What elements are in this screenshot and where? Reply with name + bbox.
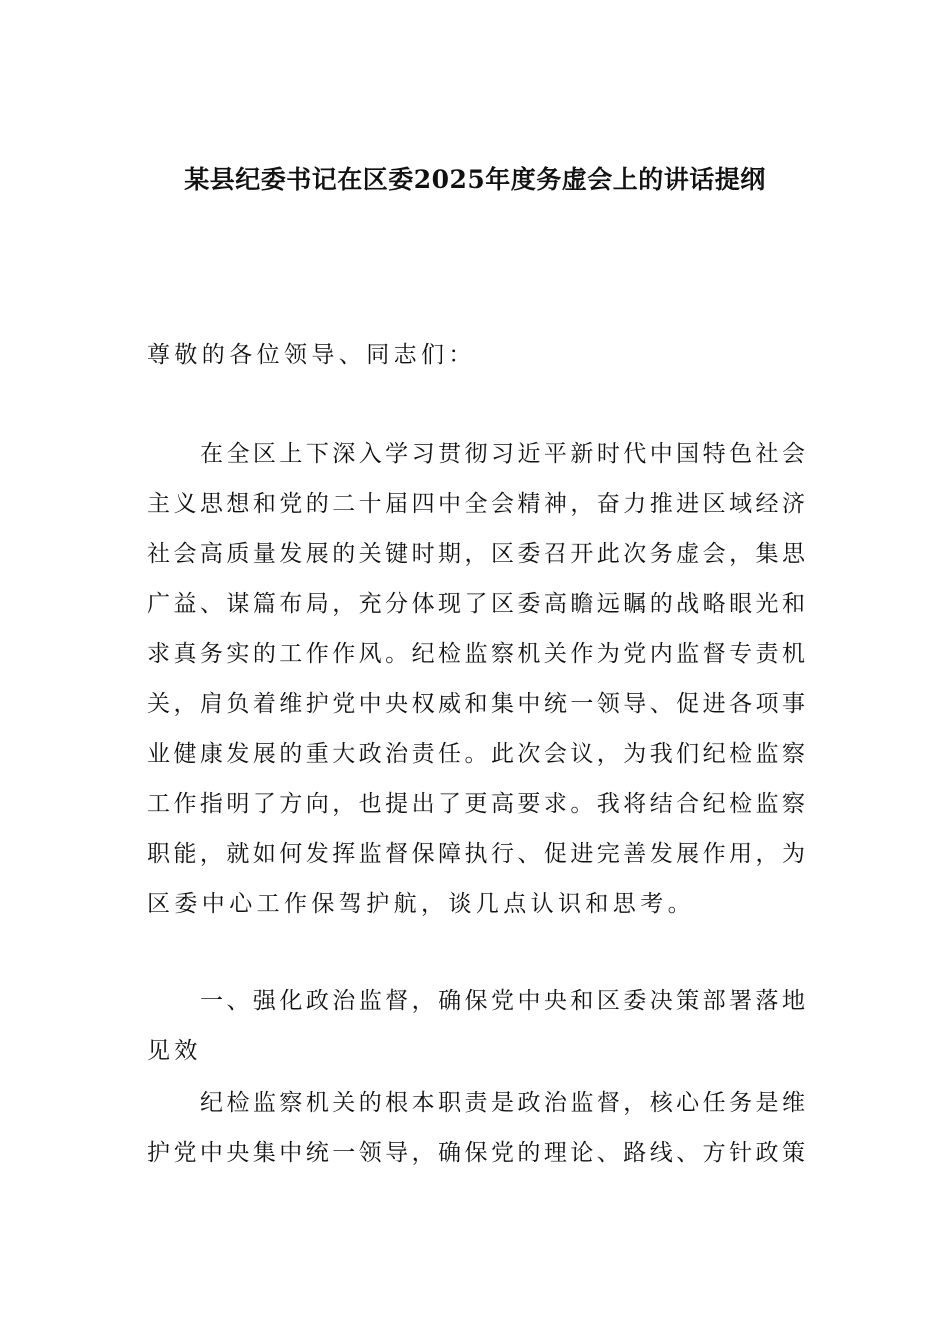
section-body-line: 护党中央集中统一领导，确保党的理论、路线、方针政策 — [147, 1140, 805, 1166]
intro-line: 在全区上下深入学习贯彻习近平新时代中国特色社会 — [200, 441, 805, 467]
document-title: 某县纪委书记在区委2025年度务虚会上的讲话提纲 — [184, 165, 766, 194]
intro-line: 广益、谋篇布局，充分体现了区委高瞻远瞩的战略眼光和 — [147, 591, 805, 617]
intro-line: 业健康发展的重大政治责任。此次会议，为我们纪检监察 — [147, 741, 805, 767]
section-body-line: 纪检监察机关的根本职责是政治监督，核心任务是维 — [200, 1090, 805, 1116]
greeting: 尊敬的各位领导、同志们： — [147, 342, 476, 368]
intro-line: 区委中心工作保驾护航，谈几点认识和思考。 — [147, 891, 695, 917]
intro-line: 主义思想和党的二十届四中全会精神，奋力推进区域经济 — [147, 491, 805, 517]
intro-line: 社会高质量发展的关键时期，区委召开此次务虚会，集思 — [147, 541, 805, 567]
intro-line: 求真务实的工作作风。纪检监察机关作为党内监督专责机 — [147, 641, 805, 667]
section-heading-line: 见效 — [147, 1038, 202, 1064]
intro-line: 职能，就如何发挥监督保障执行、促进完善发展作用，为 — [147, 841, 805, 867]
intro-line: 工作指明了方向，也提出了更高要求。我将结合纪检监察 — [147, 791, 805, 817]
section-heading-line: 一、强化政治监督，确保党中央和区委决策部署落地 — [200, 988, 805, 1014]
intro-line: 关，肩负着维护党中央权威和集中统一领导、促进各项事 — [147, 691, 805, 717]
